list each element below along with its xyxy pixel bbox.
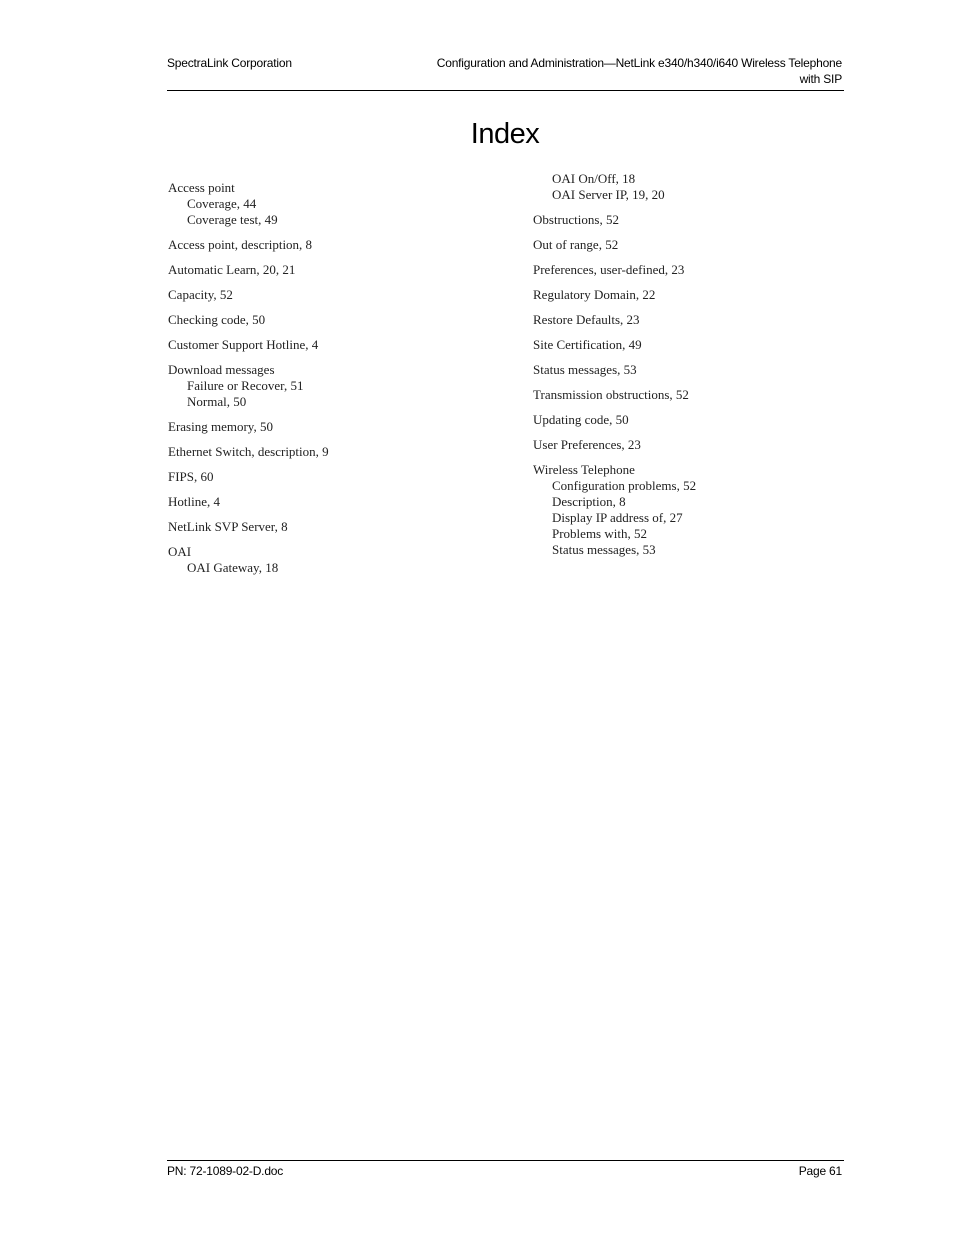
index-entry-term: Status messages, 53 xyxy=(533,362,637,377)
index-entry-term: Erasing memory, 50 xyxy=(168,419,273,434)
index-subentry: Coverage test, 49 xyxy=(187,212,278,227)
index-entry-term: Restore Defaults, 23 xyxy=(533,312,640,327)
index-entry-term: User Preferences, 23 xyxy=(533,437,641,452)
index-entry xyxy=(168,494,498,510)
index-entry-term: Preferences, user-defined, 23 xyxy=(533,262,685,277)
index-entry-term: Ethernet Switch, description, 9 xyxy=(168,444,329,459)
index-entry-term: Obstructions, 52 xyxy=(533,212,619,227)
index-entry-term: Transmission obstructions, 52 xyxy=(533,387,689,402)
index-entry xyxy=(533,237,853,253)
index-subentry: Status messages, 53 xyxy=(552,542,656,557)
index-entry-term: Out of range, 52 xyxy=(533,237,619,252)
index-entry xyxy=(533,462,853,558)
index-right-entries xyxy=(533,212,853,558)
index-entry-term: Wireless Telephone xyxy=(533,462,635,477)
footer-page-number: Page 61 xyxy=(798,1164,842,1178)
index-entry xyxy=(168,237,498,253)
index-entry xyxy=(533,212,853,228)
index-entry xyxy=(168,262,498,278)
header-doc-title xyxy=(402,55,842,87)
index-entry xyxy=(533,362,853,378)
index-entry-term: Site Certification, 49 xyxy=(533,337,642,352)
index-entry xyxy=(168,337,498,353)
header-company: SpectraLink Corporation xyxy=(167,56,292,70)
index-subentry: Coverage, 44 xyxy=(187,196,257,211)
index-subentry: Problems with, 52 xyxy=(552,526,647,541)
index-entry-term: Customer Support Hotline, 4 xyxy=(168,337,319,352)
index-entry xyxy=(533,287,853,303)
index-entry xyxy=(533,312,853,328)
index-entry xyxy=(168,519,498,535)
index-entry-term: Automatic Learn, 20, 21 xyxy=(168,262,296,277)
index-entry-term: Hotline, 4 xyxy=(168,494,220,509)
index-entry xyxy=(168,362,498,410)
index-entry xyxy=(168,444,498,460)
index-entry-term: NetLink SVP Server, 8 xyxy=(168,519,288,534)
index-entry-term: FIPS, 60 xyxy=(168,469,214,484)
index-entry-term: OAI xyxy=(168,544,192,559)
index-subentry: Description, 8 xyxy=(552,494,626,509)
index-entry-term: Access point xyxy=(168,180,235,195)
index-entry xyxy=(533,412,853,428)
page-footer xyxy=(167,1160,844,1178)
header-doc-title-line2: with SIP xyxy=(799,72,842,86)
index-subentry: OAI Gateway, 18 xyxy=(187,560,279,575)
index-left-column xyxy=(168,180,498,585)
index-entry xyxy=(168,419,498,435)
index-entry-term: Updating code, 50 xyxy=(533,412,629,427)
index-entry xyxy=(168,312,498,328)
index-entry xyxy=(168,469,498,485)
index-entry-term: Checking code, 50 xyxy=(168,312,266,327)
page-header xyxy=(167,54,844,91)
index-entry-term: Regulatory Domain, 22 xyxy=(533,287,656,302)
index-entry-term: Download messages xyxy=(168,362,275,377)
index-entry xyxy=(533,387,853,403)
page-title: Index xyxy=(470,118,540,150)
index-entry xyxy=(168,544,498,576)
index-entry xyxy=(533,262,853,278)
index-subentry: OAI Server IP, 19, 20 xyxy=(552,187,665,202)
index-entry xyxy=(533,437,853,453)
index-entry xyxy=(168,180,498,228)
index-subentry: Normal, 50 xyxy=(187,394,247,409)
index-entry xyxy=(533,337,853,353)
index-continued-subentries xyxy=(533,171,853,203)
index-right-column xyxy=(533,171,853,567)
footer-part-number: PN: 72-1089-02-D.doc xyxy=(167,1164,284,1178)
index-entry xyxy=(168,287,498,303)
index-subentry: OAI On/Off, 18 xyxy=(552,171,636,186)
index-subentry: Configuration problems, 52 xyxy=(552,478,697,493)
index-entry-term: Capacity, 52 xyxy=(168,287,233,302)
index-entry-term: Access point, description, 8 xyxy=(168,237,313,252)
header-doc-title-line1: Configuration and Administration—NetLink e340/h340/i640 Wireless Telephone xyxy=(436,56,842,70)
index-subentry: Failure or Recover, 51 xyxy=(187,378,304,393)
index-subentry: Display IP address of, 27 xyxy=(552,510,683,525)
